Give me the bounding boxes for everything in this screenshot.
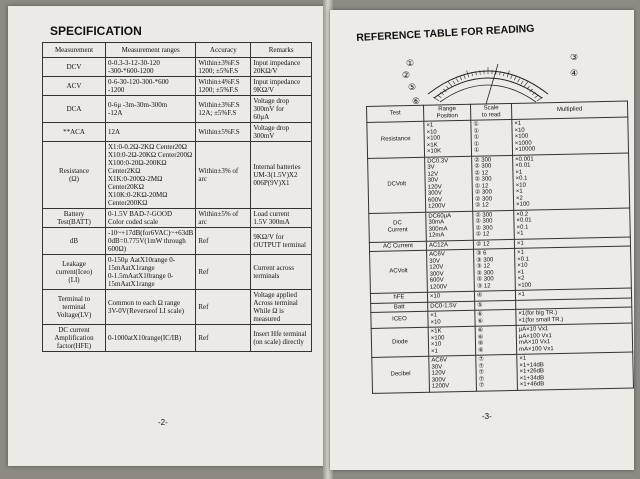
ref-cell: AC12A [426,240,473,250]
spec-cell: Resistance (Ω) [43,142,106,209]
ref-cell: Diode [371,327,429,357]
spec-cell: 0-1000atX10range(IC/IB) [106,325,196,352]
ref-row [367,117,629,158]
spec-cell: X1:0-0.2Ω-2KΩ Center20Ω X10:0-2Ω-20KΩ Center200Ω X100:0-20Ω-200KΩ Center2KΩ X1K:0-200Ω-2MΩ Center20KΩ X10K:0-2KΩ-20MΩ Center200KΩ [106,142,196,209]
ref-cell: ×1K ×100 ×10 ×1 [428,326,476,356]
meter-tick [514,77,516,81]
spec-cell: Input impedance 9KΩ/V [251,77,312,96]
spec-row [43,228,312,255]
spec-cell: Ref [196,290,251,325]
spec-cell: Within±3% of arc [196,142,251,209]
spec-cell: Insert Hfe terminal (on scale) directly [251,325,312,352]
spec-cell: 0-150μ AatX10range 0-15mAatX1range 0-1.5mAatX10range 0-15mAatX1range [106,255,196,290]
ref-cell: ×1 ×1+14dB ×1+26dB ×1+34dB ×1+46dB [517,352,634,390]
page-number-left: -2- [158,418,168,427]
meter-tick [537,97,543,101]
spec-cell: Voltage drop 300mV [251,123,312,142]
meter-tick [456,79,458,82]
ref-cell: ×0.2 ×0.01 ×0.1 ×1 [514,208,631,239]
ref-cell: ⑥ ⑥ ⑥ ⑥ [475,325,517,355]
ref-cell: ⑥ ⑥ [475,309,516,326]
reference-title: REFERENCE TABLE FOR READING [356,22,535,44]
spec-row [43,123,312,142]
spec-table [42,42,312,352]
spec-row [43,58,312,77]
spec-cell: 0-1.5V BAD-?-GOOD Color coded scale [106,209,196,228]
spec-cell: Ref [196,228,251,255]
ref-cell: μA×10 Vx1 μA×100 Vx1 mA×10 Vx1 mA×100 Vx1 [516,323,633,354]
ref-cell: ×1 ×10 ×100 ×1000 ×10000 [512,117,629,155]
ref-cell: AC Current [369,241,426,252]
ref-cell: ×1 [514,236,630,248]
spec-row [43,325,312,352]
spec-cell: Within±3%F.S 12A; ±5%F.S [196,96,251,123]
spec-header-0: Measurement [43,43,106,58]
spec-cell: Within±4%F.S 1200; ±5%F.S [196,77,251,96]
meter-tick [518,79,520,82]
ref-cell: DC60μA 30mA 300mA 12mA [426,211,474,241]
spec-cell: -10~+17dB(for6VAC)~+63dB 0dB=0.775V(1mW through 600Ω) [106,228,196,255]
ref-cell: ④ [474,290,515,300]
ref-header-1: Range Position [423,104,470,121]
ref-cell: ×10 [427,291,474,301]
ref-cell: DCVolt [368,157,426,213]
spec-cell: 12A [106,123,196,142]
spec-cell: **ACA [43,123,106,142]
ref-cell: Decibel [372,356,430,393]
ref-cell: ⑤ [475,300,516,310]
spec-cell: Load current 1.5V 300mA [251,209,312,228]
right-page [330,10,634,470]
ref-cell: ×1 ×0.1 ×10 ×1 ×2 ×100 [515,246,632,290]
ref-cell: AC6V 30V 120V 300V 600V 1200V [427,249,475,292]
meter-callout-1: ① [406,59,415,69]
spec-cell: Within±5%F.S [196,123,251,142]
spec-title: SPECIFICATION [50,24,142,38]
spec-cell: dB [43,228,106,255]
spec-row [43,96,312,123]
spec-cell: Internal batteries UM-3(1.5V)X2 006P(9V)X1 [251,142,312,209]
spec-cell: Ref [196,255,251,290]
spec-cell: 9KΩ/V for OUTPUT terminal [251,228,312,255]
ref-cell: DC0.3V 3V 12V 30V 120V 300V 600V 1200V [425,156,473,212]
meter-tick [511,75,513,79]
ref-row [372,352,634,393]
meter-tick [448,81,452,86]
ref-row [368,153,630,213]
ref-cell: hFE [370,292,427,303]
meter-tick [438,95,441,97]
meter-tick [521,81,523,84]
meter-tick [453,81,455,84]
ref-cell: ×1 ×10 [428,310,475,327]
ref-cell: ×1 [515,288,631,300]
ref-cell: ⑦ ⑦ ⑦ ⑦ ⑦ [476,354,518,390]
ref-header-0: Test [367,105,424,122]
meter-tick [460,77,462,81]
spec-cell: Terminal to terminal Voltage(LV) [43,290,106,325]
spec-cell: Leakage current(Iceo) (LI) [43,255,106,290]
ref-cell: ③ 6 ③ 300 ③ 12 ③ 300 ③ 300 ③ 12 [474,248,516,291]
spec-row [43,209,312,228]
spec-cell: Ref [196,325,251,352]
spec-cell: 0-6μ -3m-30m-300m -12A [106,96,196,123]
meter-callout-3: ③ [570,54,578,63]
spec-cell: DCA [43,96,106,123]
spec-row [43,290,312,325]
left-page [8,6,326,466]
spec-row [43,77,312,96]
spec-cell: 0-6-30-120-300-*600 -1200 [106,77,196,96]
ref-cell: ×0.001 ×0.01 ×1 ×0.1 ×10 ×1 ×2 ×100 [513,153,630,210]
ref-row [370,246,632,293]
spec-cell: Input impedance 20KΩ/V [251,58,312,77]
spec-header-3: Remarks [251,43,312,58]
spec-cell: DC current Amplification factor(HFE) [43,325,106,352]
spec-row [43,142,312,209]
spec-cell: Current across terminals [251,255,312,290]
meter-tick [433,97,439,101]
meter-tick [535,95,538,97]
ref-cell: ×1 ×10 ×100 ×1K ×10K [424,120,472,156]
spec-cell: Common to each Ω range 3V-0V(Reverseof LI scale) [106,290,196,325]
spec-header-1: Measurement ranges [106,43,196,58]
ref-cell: DC Current [369,212,427,242]
ref-header-2: Scale to read [470,103,511,120]
reference-table-wrap [366,101,634,406]
spec-row [43,255,312,290]
meter-tick [524,81,528,86]
ref-cell: ② 12 [473,239,514,249]
ref-header-3: Multiplied [511,101,627,119]
meter-tick [464,75,466,79]
ref-cell: Batt [371,302,428,313]
ref-cell: DC0-1.5V [428,301,475,311]
spec-cell: Voltage drop 300mV for 60μA [251,96,312,123]
meter-callout-2: ② [402,71,411,81]
spec-cell: DCV [43,58,106,77]
meter-callout-4: ④ [570,69,578,79]
ref-cell: Resistance [367,121,425,158]
ref-cell: ICEO [371,311,428,328]
ref-cell: ② 300 ② 300 ② 300 ② 12 [473,210,515,240]
page-number-right: -3- [482,412,492,421]
meter-callout-5: ⑤ [408,83,417,93]
spec-cell: ACV [43,77,106,96]
spec-cell: Battery Test(BATT) [43,209,106,228]
ref-cell: ① ① ① ① ① [471,119,513,155]
spec-cell: Within±5% of arc [196,209,251,228]
spec-cell: Voltage applied Across terminal While Ω is measured [251,290,312,325]
meter-callout-6: ⑥ [412,97,421,107]
ref-cell: ×1(for big TR.) ×1(for small TR.) [516,307,632,325]
ref-cell: ② 300 ② 300 ② 12 ② 300 ② 12 ② 300 ② 300 ② 12 [472,155,514,211]
ref-cell: ACVolt [370,250,428,293]
ref-cell: AC6V 30V 120V 300V 1200V [429,355,477,391]
spec-cell: 0-0.3-3-12-30-120 -300-*600-1200 [106,58,196,77]
spec-cell: Within±3%F.S 1200; ±5%F.S [196,58,251,77]
reference-table [366,101,634,394]
spec-header-2: Accuracy [196,43,251,58]
